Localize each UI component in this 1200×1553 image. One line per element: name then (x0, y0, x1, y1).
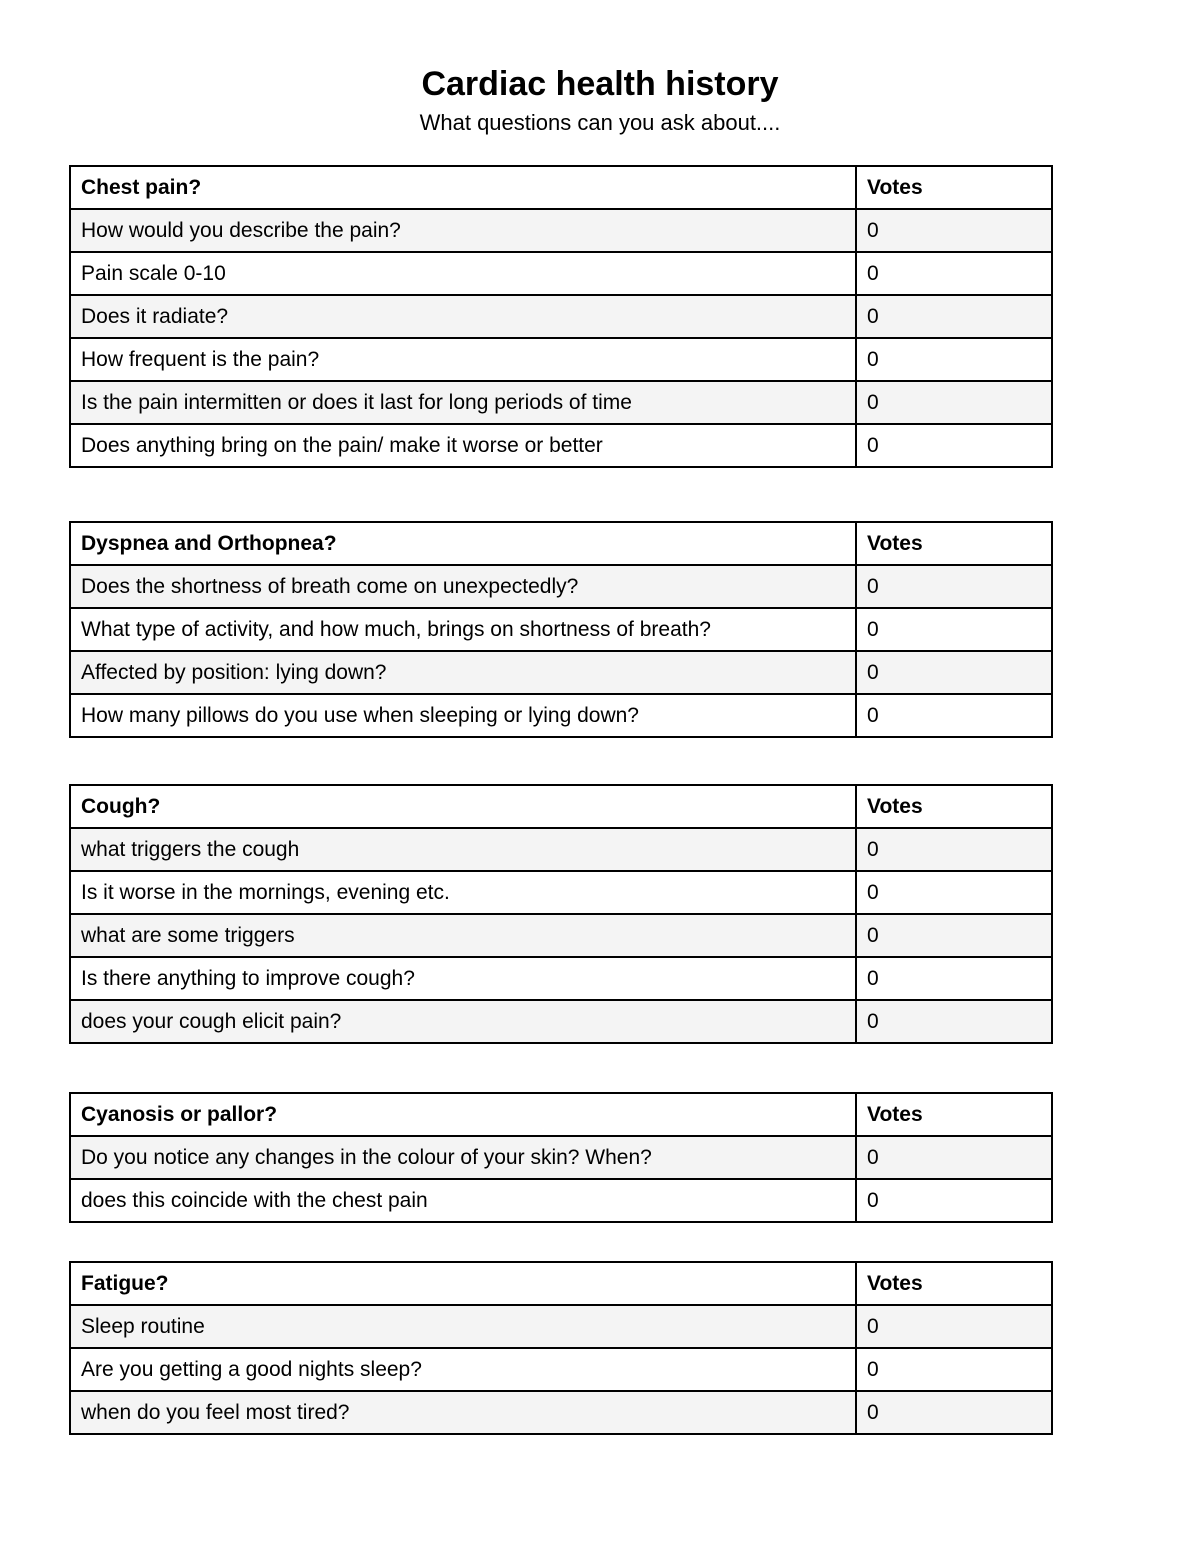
question-cell: Are you getting a good nights sleep? (70, 1348, 856, 1391)
section-table-fatigue (69, 1261, 1053, 1435)
table-header-row (70, 522, 1052, 565)
question-cell: How frequent is the pain? (70, 338, 856, 381)
votes-cell: 0 (856, 828, 1052, 871)
table-row (70, 1136, 1052, 1179)
table-row (70, 871, 1052, 914)
section-heading: Cyanosis or pallor? (70, 1093, 856, 1136)
question-cell: Is there anything to improve cough? (70, 957, 856, 1000)
page-subtitle: What questions can you ask about.... (419, 110, 781, 135)
table-row (70, 1348, 1052, 1391)
table-row (70, 209, 1052, 252)
question-cell: How many pillows do you use when sleeping or lying down? (70, 694, 856, 737)
question-cell: What type of activity, and how much, brings on shortness of breath? (70, 608, 856, 651)
table-row (70, 1179, 1052, 1222)
section-table-cough (69, 784, 1053, 1044)
section-table-cyanosis (69, 1092, 1053, 1223)
votes-cell: 0 (856, 424, 1052, 467)
question-cell: Does anything bring on the pain/ make it worse or better (70, 424, 856, 467)
votes-cell: 0 (856, 1305, 1052, 1348)
table-row (70, 338, 1052, 381)
question-cell: does this coincide with the chest pain (70, 1179, 856, 1222)
votes-cell: 0 (856, 1179, 1052, 1222)
votes-header: Votes (856, 1262, 1052, 1305)
question-cell: Sleep routine (70, 1305, 856, 1348)
question-cell: Pain scale 0-10 (70, 252, 856, 295)
page-title: Cardiac health history (421, 65, 779, 103)
question-cell: Is the pain intermitten or does it last for long periods of time (70, 381, 856, 424)
votes-cell: 0 (856, 957, 1052, 1000)
votes-cell: 0 (856, 1348, 1052, 1391)
table-row (70, 914, 1052, 957)
table-row (70, 651, 1052, 694)
votes-cell: 0 (856, 1391, 1052, 1434)
votes-cell: 0 (856, 608, 1052, 651)
table-row (70, 252, 1052, 295)
table-header-row (70, 1262, 1052, 1305)
votes-cell: 0 (856, 252, 1052, 295)
votes-cell: 0 (856, 1000, 1052, 1043)
table-header-row (70, 785, 1052, 828)
section-table-dyspnea (69, 521, 1053, 738)
votes-header: Votes (856, 166, 1052, 209)
votes-header: Votes (856, 785, 1052, 828)
votes-header: Votes (856, 1093, 1052, 1136)
question-cell: Do you notice any changes in the colour of your skin? When? (70, 1136, 856, 1179)
votes-cell: 0 (856, 209, 1052, 252)
question-cell: Does the shortness of breath come on unexpectedly? (70, 565, 856, 608)
question-cell: when do you feel most tired? (70, 1391, 856, 1434)
table-row (70, 381, 1052, 424)
votes-cell: 0 (856, 381, 1052, 424)
section-heading: Chest pain? (70, 166, 856, 209)
section-heading: Fatigue? (70, 1262, 856, 1305)
table-row (70, 295, 1052, 338)
question-cell: what triggers the cough (70, 828, 856, 871)
question-cell: what are some triggers (70, 914, 856, 957)
table-row (70, 957, 1052, 1000)
votes-cell: 0 (856, 694, 1052, 737)
table-row (70, 565, 1052, 608)
section-table-chest-pain (69, 165, 1053, 468)
table-row (70, 424, 1052, 467)
votes-cell: 0 (856, 1136, 1052, 1179)
table-row (70, 1391, 1052, 1434)
question-cell: How would you describe the pain? (70, 209, 856, 252)
table-row (70, 828, 1052, 871)
votes-cell: 0 (856, 338, 1052, 381)
table-row (70, 1000, 1052, 1043)
question-cell: Does it radiate? (70, 295, 856, 338)
question-cell: does your cough elicit pain? (70, 1000, 856, 1043)
votes-cell: 0 (856, 914, 1052, 957)
table-row (70, 694, 1052, 737)
table-header-row (70, 166, 1052, 209)
question-cell: Affected by position: lying down? (70, 651, 856, 694)
table-header-row (70, 1093, 1052, 1136)
section-heading: Dyspnea and Orthopnea? (70, 522, 856, 565)
votes-cell: 0 (856, 871, 1052, 914)
question-cell: Is it worse in the mornings, evening etc. (70, 871, 856, 914)
votes-cell: 0 (856, 295, 1052, 338)
table-row (70, 1305, 1052, 1348)
votes-cell: 0 (856, 565, 1052, 608)
votes-cell: 0 (856, 651, 1052, 694)
section-heading: Cough? (70, 785, 856, 828)
table-row (70, 608, 1052, 651)
votes-header: Votes (856, 522, 1052, 565)
